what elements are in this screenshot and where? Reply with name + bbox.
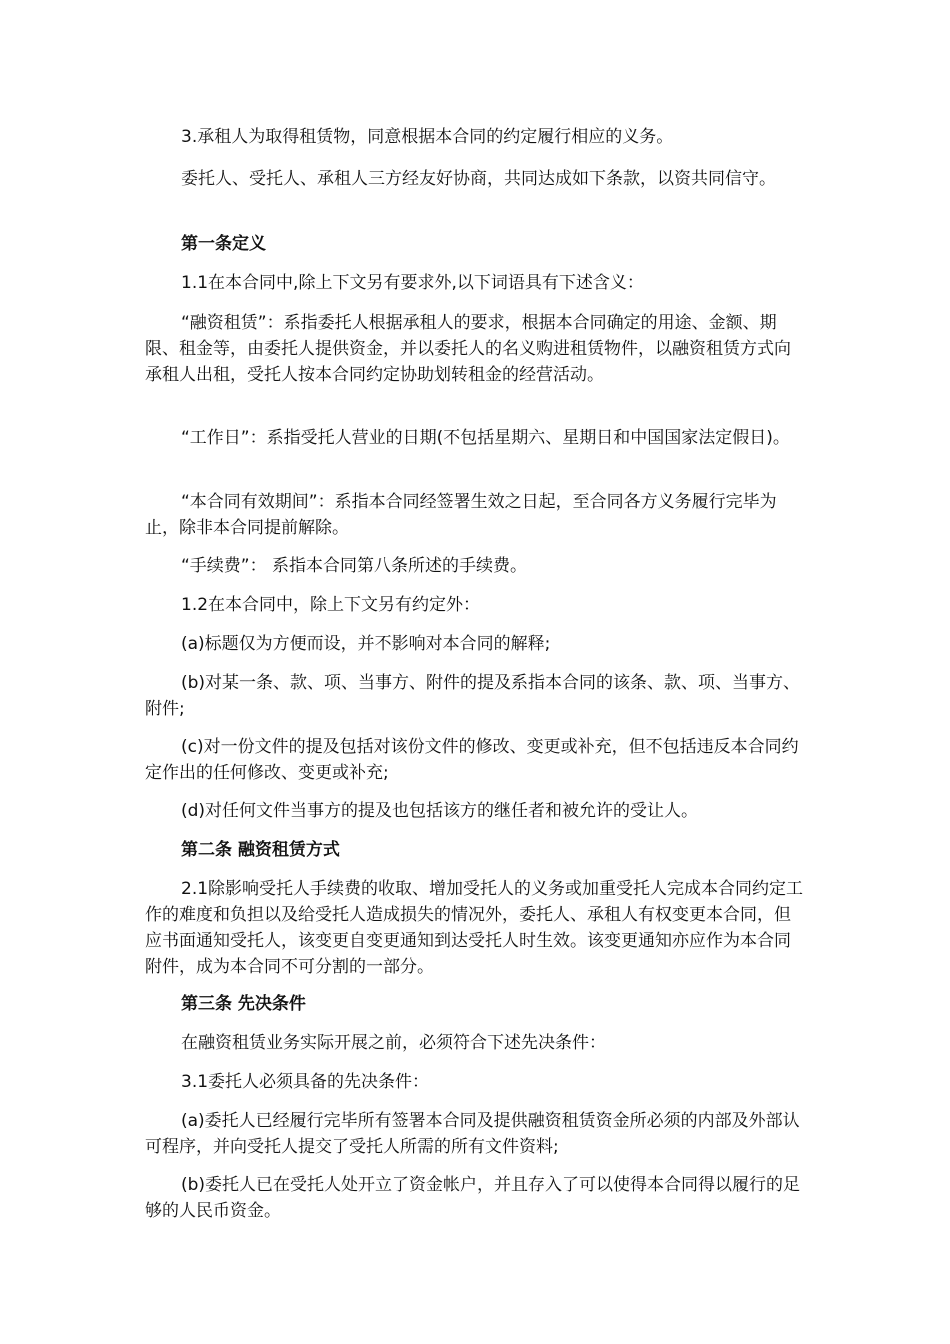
paragraph-definition-fee: “手续费”： 系指本合同第八条所述的手续费。 <box>181 556 528 576</box>
heading-article-3: 第三条 先决条件 <box>181 994 306 1014</box>
paragraph-1-2-d: (d)对任何文件当事方的提及也包括该方的继任者和被允许的受让人。 <box>181 801 699 821</box>
paragraph-1-2-b: (b)对某一条、款、项、当事方、附件的提及系指本合同的该条、款、项、当事方、附件; <box>145 673 801 719</box>
paragraph-2-1: 2.1除影响受托人手续费的收取、增加受托人的义务或加重受托人完成本合同约定工作的难度和负担以及给受托人造成损失的情况外，委托人、承租人有权变更本合同，但应书面通知受托人，该变更自变更通知到达受托人时生效。该变更通知亦应作为本合同附件，成为本合同不可分割的一部分。 <box>145 879 804 977</box>
paragraph-preconditions-intro: 在融资租赁业务实际开展之前，必须符合下述先决条件： <box>181 1033 606 1053</box>
paragraph-3-1-b: (b)委托人已在受托人处开立了资金帐户，并且存入了可以使得本合同得以履行的足够的人民币资金。 <box>145 1175 801 1221</box>
paragraph-1-2-a: (a)标题仅为方便而设，并不影响对本合同的解释; <box>181 634 551 654</box>
heading-article-2: 第二条 融资租赁方式 <box>181 840 340 860</box>
paragraph-3-1-a: (a)委托人已经履行完毕所有签署本合同及提供融资租赁资金所必须的内部及外部认可程序，并向受托人提交了受托人所需的所有文件资料; <box>145 1111 800 1157</box>
paragraph-definition-financial-lease: “融资租赁”：系指委托人根据承租人的要求，根据本合同确定的用途、金额、期限、租金等，由委托人提供资金，并以委托人的名义购进租赁物件，以融资租赁方式向承租人出租，受托人按本合同约定协助划转租金的经营活动。 <box>145 313 791 385</box>
paragraph-1-2: 1.2在本合同中，除上下文另有约定外： <box>181 595 481 615</box>
paragraph-2: 委托人、受托人、承租人三方经友好协商，共同达成如下条款，以资共同信守。 <box>181 169 776 189</box>
heading-article-1: 第一条定义 <box>181 234 266 254</box>
paragraph-1-2-c: (c)对一份文件的提及包括对该份文件的修改、变更或补充，但不包括违反本合同约定作出的任何修改、变更或补充; <box>145 737 799 783</box>
paragraph-1: 3.承租人为取得租赁物，同意根据本合同的约定履行相应的义务。 <box>181 127 674 147</box>
paragraph-definition-validity-period: “本合同有效期间”：系指本合同经签署生效之日起，至合同各方义务履行完毕为止，除非本合同提前解除。 <box>145 492 777 538</box>
paragraph-3-1: 3.1委托人必须具备的先决条件： <box>181 1072 430 1092</box>
paragraph-definition-working-day: “工作日”：系指受托人营业的日期(不包括星期六、星期日和中国国家法定假日)。 <box>181 428 790 448</box>
paragraph-1-1: 1.1在本合同中,除上下文另有要求外,以下词语具有下述含义： <box>181 273 644 293</box>
